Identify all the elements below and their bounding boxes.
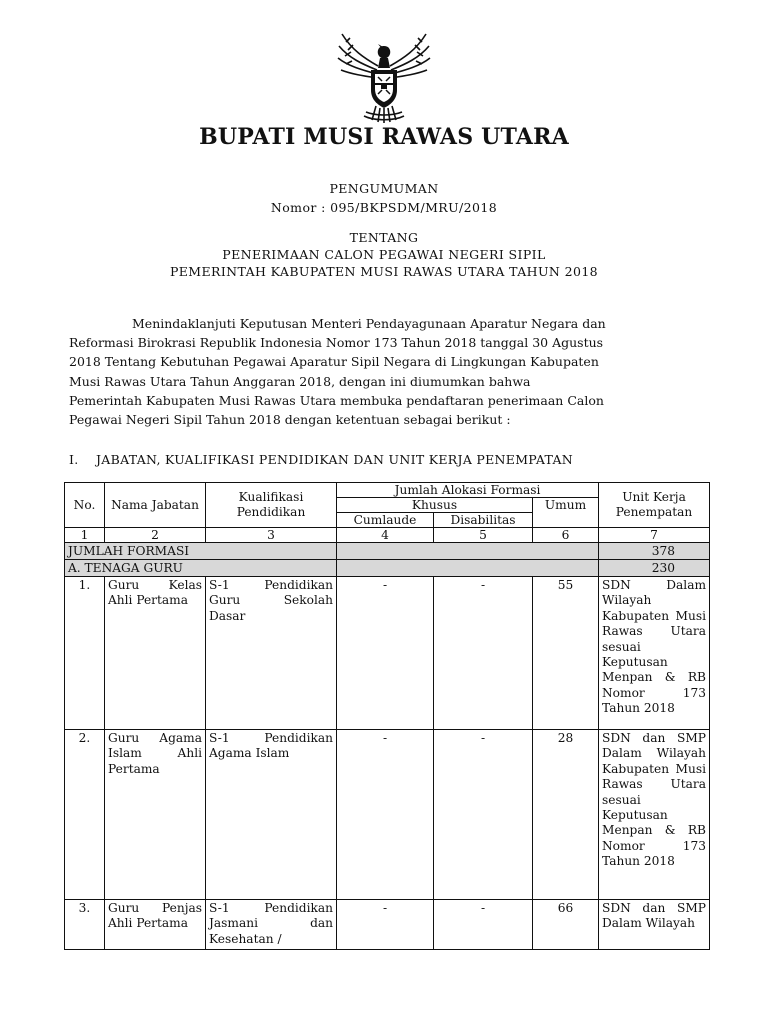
table-row xyxy=(65,577,710,730)
section-title: JABATAN, KUALIFIKASI PENDIDIKAN DAN UNIT KERJA PENEMPATAN xyxy=(96,452,574,467)
total-row xyxy=(65,543,710,560)
table-header-row xyxy=(65,483,710,498)
category-value: 230 xyxy=(599,560,710,577)
garuda-emblem-icon xyxy=(334,28,434,128)
header-umum: Umum xyxy=(533,498,599,528)
paragraph-line: Menindaklanjuti Keputusan Menteri Pendayagunaan Aparatur Negara dan xyxy=(132,316,606,331)
announcement-number: Nomor : 095/BKPSDM/MRU/2018 xyxy=(270,200,498,215)
header-unit-kerja: Unit Kerja Penempatan xyxy=(599,483,710,528)
category-label: A. TENAGA GURU xyxy=(65,560,337,577)
header-jumlah-alokasi: Jumlah Alokasi Formasi xyxy=(337,483,599,498)
column-number: 5 xyxy=(434,528,533,543)
header-no: No. xyxy=(65,483,105,528)
total-value: 378 xyxy=(599,543,710,560)
row-no: 3. xyxy=(65,900,105,950)
row-pendidikan: S-1 Pendidikan Agama Islam xyxy=(206,730,337,900)
row-umum: 66 xyxy=(533,900,599,950)
row-jabatan: Guru Agama Islam Ahli Pertama xyxy=(105,730,206,900)
row-disabilitas: - xyxy=(434,577,533,730)
column-number: 6 xyxy=(533,528,599,543)
row-cumlaude: - xyxy=(337,900,434,950)
row-cumlaude: - xyxy=(337,577,434,730)
table-row xyxy=(65,900,710,950)
column-number: 2 xyxy=(105,528,206,543)
column-number: 1 xyxy=(65,528,105,543)
paragraph-line: Reformasi Birokrasi Republik Indonesia Nomor 173 Tahun 2018 tanggal 30 Agustus xyxy=(69,335,604,351)
paragraph-line: Musi Rawas Utara Tahun Anggaran 2018, dengan ini diumumkan bahwa xyxy=(69,373,531,389)
regent-title: BUPATI MUSI RAWAS UTARA xyxy=(199,124,569,150)
row-no: 1. xyxy=(65,577,105,730)
row-unit: SDN dan SMP Dalam Wilayah xyxy=(599,900,710,950)
section-heading xyxy=(69,452,573,467)
row-umum: 28 xyxy=(533,730,599,900)
column-number: 3 xyxy=(206,528,337,543)
column-number: 4 xyxy=(337,528,434,543)
column-number-row xyxy=(65,528,710,543)
paragraph-line: Pegawai Negeri Sipil Tahun 2018 dengan ketentuan sebagai berikut : xyxy=(69,412,511,428)
subject-line-2: PEMERINTAH KABUPATEN MUSI RAWAS UTARA TAHUN 2018 xyxy=(169,264,599,279)
header-khusus: Khusus xyxy=(337,498,533,513)
row-disabilitas: - xyxy=(434,730,533,900)
header-disabilitas: Disabilitas xyxy=(434,513,533,528)
table-row xyxy=(65,730,710,900)
category-spacer xyxy=(337,560,599,577)
total-spacer xyxy=(337,543,599,560)
paragraph-line: 2018 Tentang Kebutuhan Pegawai Aparatur Sipil Negara di Lingkungan Kabupaten xyxy=(69,354,599,370)
paragraph-line: Pemerintah Kabupaten Musi Rawas Utara membuka pendaftaran penerimaan Calon xyxy=(69,392,604,408)
row-disabilitas: - xyxy=(434,900,533,950)
category-row xyxy=(65,560,710,577)
total-label: JUMLAH FORMASI xyxy=(65,543,337,560)
header-cumlaude: Cumlaude xyxy=(337,513,434,528)
row-umum: 55 xyxy=(533,577,599,730)
header-nama-jabatan: Nama Jabatan xyxy=(105,483,206,528)
about-label: TENTANG xyxy=(349,230,419,245)
row-unit: SDN dan SMP Dalam Wilayah Kabupaten Musi Rawas Utara sesuai Keputusan Menpan & RB Nomor 173 Tahun 2018 xyxy=(599,730,710,900)
section-number: I. xyxy=(69,452,79,467)
header-kualifikasi: Kualifikasi Pendidikan xyxy=(206,483,337,528)
intro-paragraph xyxy=(69,314,698,429)
subject-line-1: PENERIMAAN CALON PEGAWAI NEGERI SIPIL xyxy=(222,247,546,262)
row-pendidikan: S-1 Pendidikan Jasmani dan Kesehatan / xyxy=(206,900,337,950)
row-cumlaude: - xyxy=(337,730,434,900)
announcement-label: PENGUMUMAN xyxy=(329,181,439,196)
row-unit: SDN Dalam Wilayah Kabupaten Musi Rawas Utara sesuai Keputusan Menpan & RB Nomor 173 Tahun 2018 xyxy=(599,577,710,730)
row-pendidikan: S-1 Pendidikan Guru Sekolah Dasar xyxy=(206,577,337,730)
formation-table xyxy=(64,482,710,950)
row-jabatan: Guru Kelas Ahli Pertama xyxy=(105,577,206,730)
row-jabatan: Guru Penjas Ahli Pertama xyxy=(105,900,206,950)
row-no: 2. xyxy=(65,730,105,900)
column-number: 7 xyxy=(599,528,710,543)
